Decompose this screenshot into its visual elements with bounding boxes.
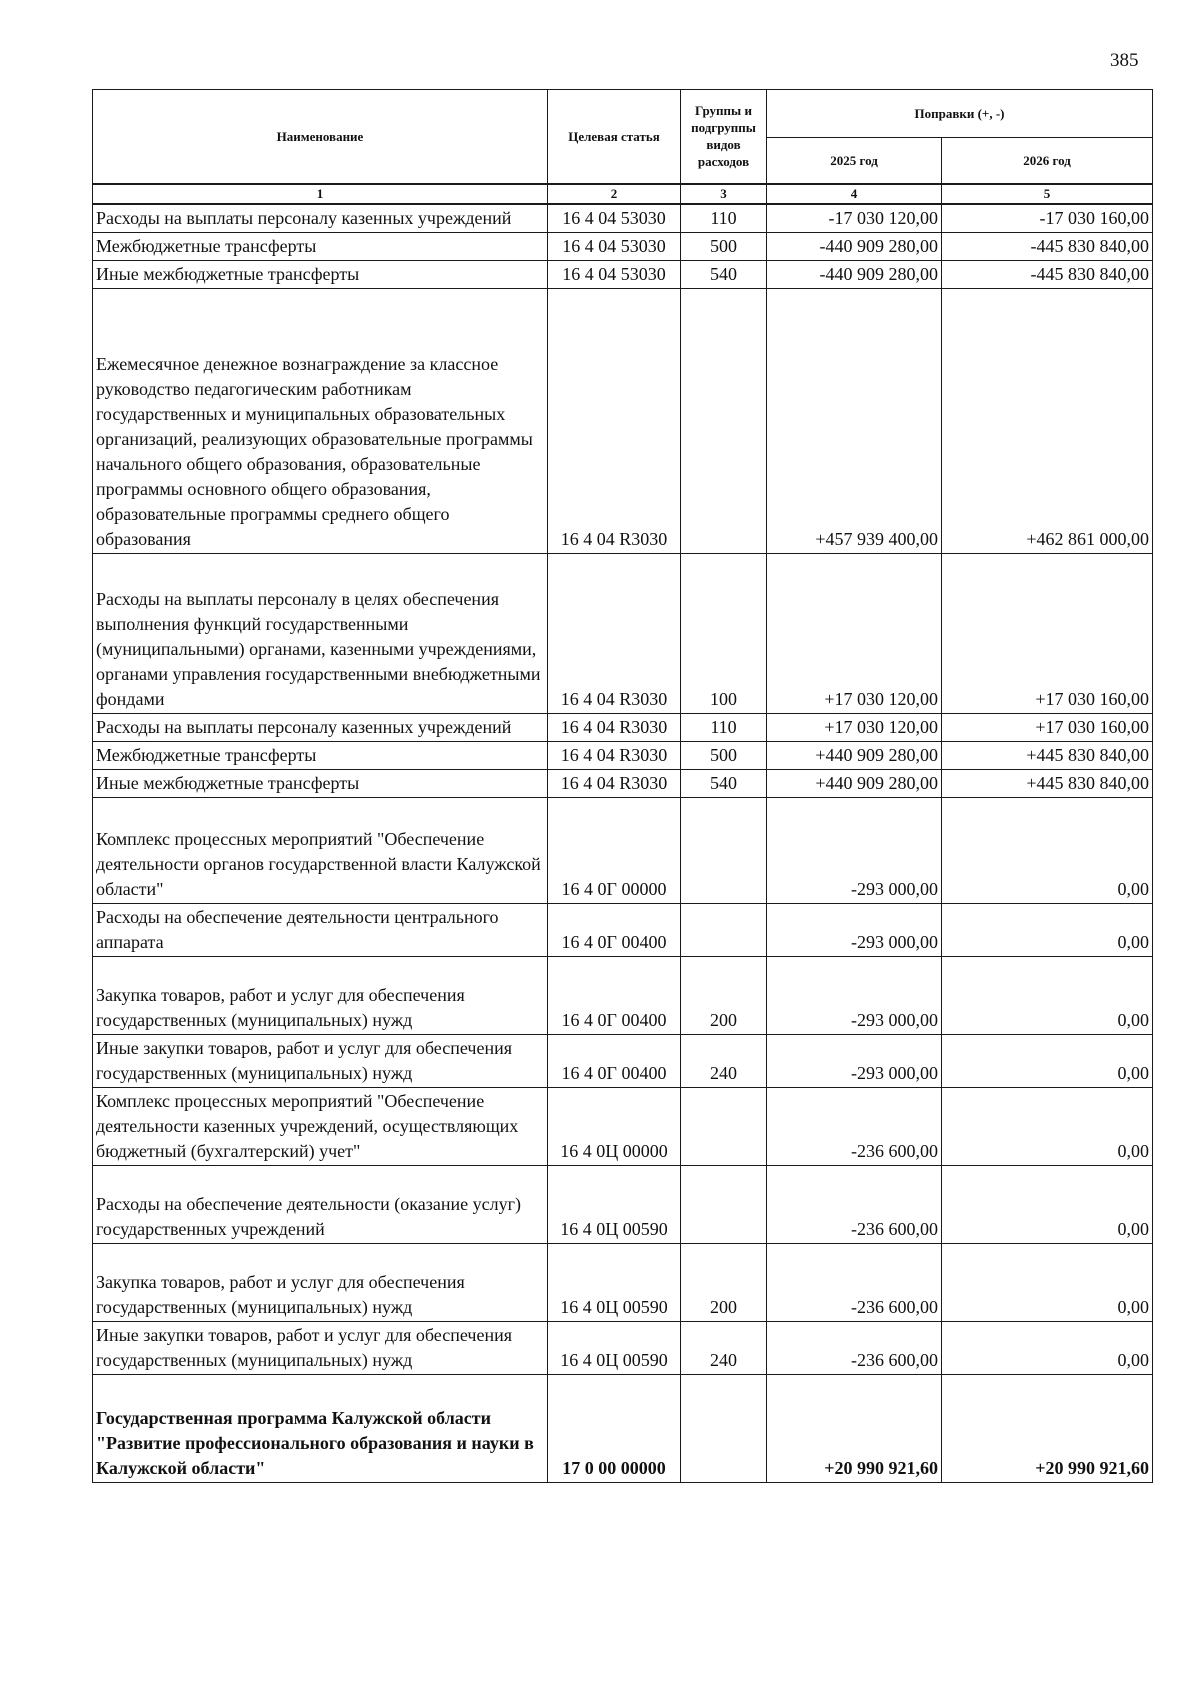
table-row bbox=[93, 903, 1153, 956]
row-amount-2026: -445 830 840,00 bbox=[942, 260, 1153, 288]
table-row bbox=[93, 769, 1153, 797]
row-name: Межбюджетные трансферты bbox=[93, 232, 548, 260]
row-name: Закупка товаров, работ и услуг для обеспечения государственных (муниципальных) нужд bbox=[93, 956, 548, 1034]
row-amount-2026: 0,00 bbox=[942, 1087, 1153, 1165]
table-row bbox=[93, 797, 1153, 903]
row-amount-2025: +17 030 120,00 bbox=[767, 713, 942, 741]
row-amount-2026: +462 861 000,00 bbox=[942, 288, 1153, 553]
row-target-code: 17 0 00 00000 bbox=[548, 1374, 681, 1482]
row-amount-2025: -236 600,00 bbox=[767, 1087, 942, 1165]
row-expense-group bbox=[681, 288, 767, 553]
row-expense-group: 200 bbox=[681, 956, 767, 1034]
table-row bbox=[93, 1034, 1153, 1087]
row-expense-group: 240 bbox=[681, 1034, 767, 1087]
row-amount-2025: -293 000,00 bbox=[767, 956, 942, 1034]
row-amount-2026: 0,00 bbox=[942, 1321, 1153, 1374]
table-row bbox=[93, 232, 1153, 260]
table-row bbox=[93, 713, 1153, 741]
row-target-code: 16 4 04 R3030 bbox=[548, 288, 681, 553]
row-amount-2025: -293 000,00 bbox=[767, 1034, 942, 1087]
row-name: Расходы на выплаты персоналу казенных учреждений bbox=[93, 204, 548, 233]
row-target-code: 16 4 04 R3030 bbox=[548, 769, 681, 797]
row-target-code: 16 4 0Г 00000 bbox=[548, 797, 681, 903]
row-expense-group: 200 bbox=[681, 1243, 767, 1321]
row-amount-2025: -236 600,00 bbox=[767, 1243, 942, 1321]
row-name: Расходы на выплаты персоналу казенных учреждений bbox=[93, 713, 548, 741]
row-amount-2025: +457 939 400,00 bbox=[767, 288, 942, 553]
row-name: Закупка товаров, работ и услуг для обеспечения государственных (муниципальных) нужд bbox=[93, 1243, 548, 1321]
row-name: Государственная программа Калужской области "Развитие профессионального образования и науки в Калужской области" bbox=[93, 1374, 548, 1482]
row-name: Иные межбюджетные трансферты bbox=[93, 260, 548, 288]
row-target-code: 16 4 04 53030 bbox=[548, 232, 681, 260]
row-amount-2025: -293 000,00 bbox=[767, 903, 942, 956]
row-expense-group bbox=[681, 1087, 767, 1165]
row-amount-2025: -440 909 280,00 bbox=[767, 260, 942, 288]
row-expense-group: 540 bbox=[681, 260, 767, 288]
row-expense-group bbox=[681, 1374, 767, 1482]
row-amount-2025: +17 030 120,00 bbox=[767, 553, 942, 713]
row-expense-group bbox=[681, 797, 767, 903]
header-year-2026: 2026 год bbox=[942, 138, 1153, 184]
row-expense-group bbox=[681, 1165, 767, 1243]
header-amendments: Поправки (+, -) bbox=[767, 90, 1153, 138]
page-number: 385 bbox=[1110, 50, 1139, 71]
header-target-article: Целевая статья bbox=[548, 90, 681, 184]
row-amount-2026: +445 830 840,00 bbox=[942, 769, 1153, 797]
row-target-code: 16 4 04 53030 bbox=[548, 204, 681, 233]
row-expense-group: 110 bbox=[681, 204, 767, 233]
budget-amendments-table bbox=[92, 89, 1153, 1483]
row-amount-2026: +20 990 921,60 bbox=[942, 1374, 1153, 1482]
table-row bbox=[93, 1243, 1153, 1321]
row-amount-2026: 0,00 bbox=[942, 797, 1153, 903]
row-amount-2025: -17 030 120,00 bbox=[767, 204, 942, 233]
row-target-code: 16 4 0Ц 00590 bbox=[548, 1165, 681, 1243]
row-expense-group: 110 bbox=[681, 713, 767, 741]
row-target-code: 16 4 04 R3030 bbox=[548, 713, 681, 741]
row-amount-2026: 0,00 bbox=[942, 1165, 1153, 1243]
row-expense-group: 540 bbox=[681, 769, 767, 797]
row-target-code: 16 4 0Ц 00000 bbox=[548, 1087, 681, 1165]
column-number: 3 bbox=[681, 184, 767, 204]
column-number: 1 bbox=[93, 184, 548, 204]
row-name: Ежемесячное денежное вознаграждение за классное руководство педагогическим работникам государственных и муниципальных образовательных организаций, реализующих образовательные программы начального общего образования, образовательные программы основного общего образования, образовательные программы среднего общего образования bbox=[93, 288, 548, 553]
row-target-code: 16 4 0Г 00400 bbox=[548, 1034, 681, 1087]
row-amount-2026: +17 030 160,00 bbox=[942, 713, 1153, 741]
column-number: 2 bbox=[548, 184, 681, 204]
table-row bbox=[93, 288, 1153, 553]
row-amount-2025: -236 600,00 bbox=[767, 1321, 942, 1374]
column-number: 5 bbox=[942, 184, 1153, 204]
column-number: 4 bbox=[767, 184, 942, 204]
row-amount-2025: +440 909 280,00 bbox=[767, 741, 942, 769]
row-amount-2026: +17 030 160,00 bbox=[942, 553, 1153, 713]
table-row bbox=[93, 1087, 1153, 1165]
row-target-code: 16 4 0Г 00400 bbox=[548, 903, 681, 956]
row-amount-2026: 0,00 bbox=[942, 1034, 1153, 1087]
row-amount-2025: +20 990 921,60 bbox=[767, 1374, 942, 1482]
row-expense-group: 100 bbox=[681, 553, 767, 713]
row-expense-group: 240 bbox=[681, 1321, 767, 1374]
row-name: Иные закупки товаров, работ и услуг для обеспечения государственных (муниципальных) нужд bbox=[93, 1034, 548, 1087]
row-name: Иные межбюджетные трансферты bbox=[93, 769, 548, 797]
row-amount-2026: -17 030 160,00 bbox=[942, 204, 1153, 233]
row-target-code: 16 4 04 R3030 bbox=[548, 553, 681, 713]
row-name: Расходы на обеспечение деятельности центрального аппарата bbox=[93, 903, 548, 956]
row-target-code: 16 4 0Г 00400 bbox=[548, 956, 681, 1034]
table-row bbox=[93, 741, 1153, 769]
table-row bbox=[93, 553, 1153, 713]
row-name: Иные закупки товаров, работ и услуг для обеспечения государственных (муниципальных) нужд bbox=[93, 1321, 548, 1374]
row-name: Комплекс процессных мероприятий "Обеспечение деятельности казенных учреждений, осуществляющих бюджетный (бухгалтерский) учет" bbox=[93, 1087, 548, 1165]
table-row bbox=[93, 1165, 1153, 1243]
row-amount-2026: 0,00 bbox=[942, 1243, 1153, 1321]
row-amount-2026: 0,00 bbox=[942, 956, 1153, 1034]
row-target-code: 16 4 0Ц 00590 bbox=[548, 1243, 681, 1321]
table-row bbox=[93, 956, 1153, 1034]
table-row bbox=[93, 1321, 1153, 1374]
header-year-2025: 2025 год bbox=[767, 138, 942, 184]
row-target-code: 16 4 04 R3030 bbox=[548, 741, 681, 769]
row-amount-2026: +445 830 840,00 bbox=[942, 741, 1153, 769]
table-row bbox=[93, 1374, 1153, 1482]
row-target-code: 16 4 0Ц 00590 bbox=[548, 1321, 681, 1374]
row-target-code: 16 4 04 53030 bbox=[548, 260, 681, 288]
row-amount-2026: 0,00 bbox=[942, 903, 1153, 956]
table-row bbox=[93, 204, 1153, 233]
table-row bbox=[93, 260, 1153, 288]
header-name: Наименование bbox=[93, 90, 548, 184]
row-name: Комплекс процессных мероприятий "Обеспечение деятельности органов государственной власти Калужской области" bbox=[93, 797, 548, 903]
row-expense-group: 500 bbox=[681, 741, 767, 769]
row-amount-2025: -440 909 280,00 bbox=[767, 232, 942, 260]
row-expense-group: 500 bbox=[681, 232, 767, 260]
row-amount-2025: -236 600,00 bbox=[767, 1165, 942, 1243]
row-expense-group bbox=[681, 903, 767, 956]
row-name: Межбюджетные трансферты bbox=[93, 741, 548, 769]
row-amount-2026: -445 830 840,00 bbox=[942, 232, 1153, 260]
row-amount-2025: -293 000,00 bbox=[767, 797, 942, 903]
header-expense-groups: Группы и подгруппы видов расходов bbox=[681, 90, 767, 184]
row-name: Расходы на выплаты персоналу в целях обеспечения выполнения функций государственными (муниципальными) органами, казенными учреждениями, органами управления государственными внебюджетными фондами bbox=[93, 553, 548, 713]
row-amount-2025: +440 909 280,00 bbox=[767, 769, 942, 797]
row-name: Расходы на обеспечение деятельности (оказание услуг) государственных учреждений bbox=[93, 1165, 548, 1243]
